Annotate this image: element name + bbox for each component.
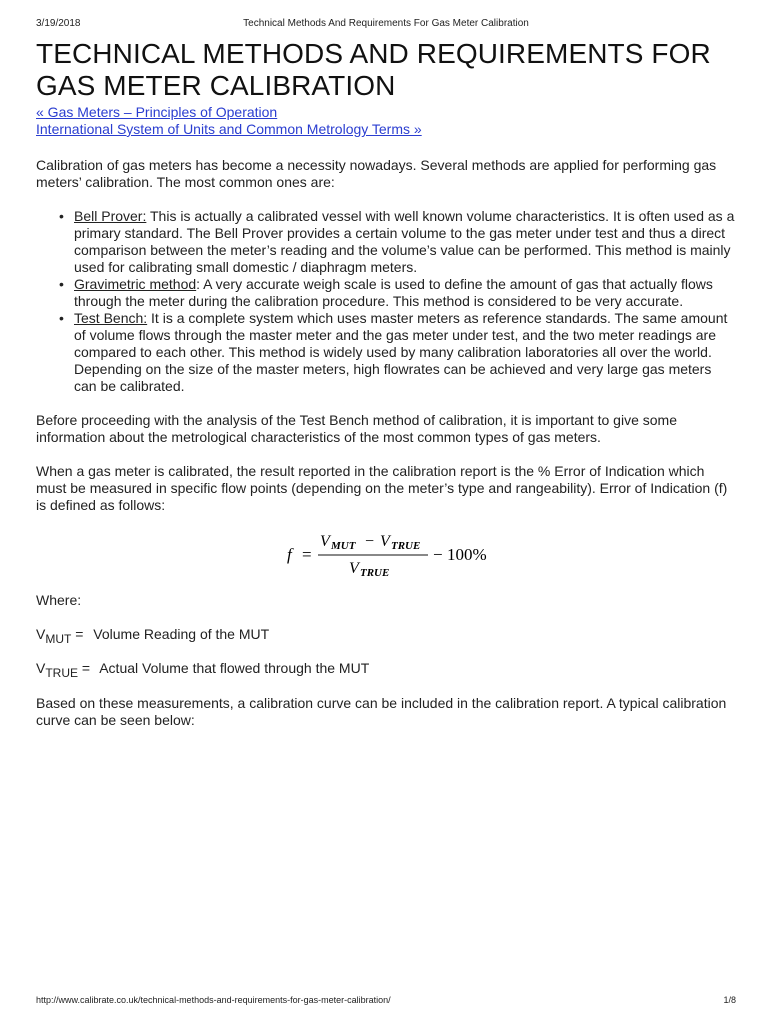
formula-factor: 100% (447, 545, 487, 564)
method-term: Gravimetric method (74, 276, 197, 292)
method-description: This is actually a calibrated vessel with well known volume characteristics. It is often used as a primary standard. The Bell Prover provides a certain volume to the gas meter under test and thus a direct comparison between the meter’s reading and the volume’s value can be performed. This method is mainly used for calibrating small domestic / diaphragm meters. (74, 208, 735, 275)
methods-list (36, 208, 736, 395)
definition-equals: = (71, 626, 84, 642)
page-number: 1/8 (723, 995, 736, 1005)
bullet-icon: • (59, 310, 64, 326)
formula-v-mut: V (320, 533, 330, 550)
formula-minus: − (365, 533, 375, 550)
method-term: Test Bench: (74, 310, 148, 326)
list-item-gravimetric (59, 276, 736, 310)
definition-v-mut (36, 626, 736, 646)
definition-symbol: V (36, 660, 46, 676)
definition-equals: = (78, 660, 91, 676)
formula-equals: = (302, 545, 312, 564)
bullet-icon: • (59, 276, 64, 292)
formula-v-mut-sub: MUT (331, 540, 356, 552)
method-term: Bell Prover: (74, 208, 147, 224)
next-post-link[interactable]: International System of Units and Common Metrology Terms » (36, 121, 422, 137)
print-date: 3/19/2018 (36, 18, 81, 29)
calibration-curve-paragraph: Based on these measurements, a calibration curve can be included in the calibration report. A typical calibration curve can be seen below: (36, 695, 727, 728)
intro-paragraph: Calibration of gas meters has become a necessity nowadays. Several methods are applied for performing gas meters’ calibration. The most common ones are: (36, 157, 717, 190)
formula-v-true: V (380, 533, 390, 550)
print-doc-title: Technical Methods And Requirements For Gas Meter Calibration (243, 18, 529, 29)
print-footer (36, 995, 736, 1007)
formula-times: − (433, 545, 443, 564)
definition-description: Actual Volume that flowed through the MUT (96, 660, 370, 676)
analysis-paragraph: Before proceeding with the analysis of the Test Bench method of calibration, it is important to give some information about the metrological characteristics of the most common types of gas meters. (36, 412, 677, 445)
print-url: http://www.calibrate.co.uk/technical-methods-and-requirements-for-gas-meter-calibration/ (36, 995, 391, 1005)
definition-subscript: MUT (45, 632, 72, 646)
formula-denominator-sub: TRUE (360, 567, 390, 578)
bullet-icon: • (59, 208, 64, 224)
formula-graphic (282, 526, 492, 578)
formula-v-true-sub: TRUE (391, 540, 421, 552)
error-indication-paragraph: When a gas meter is calibrated, the result reported in the calibration report is the % Error of Indication which must be measured in specific flow points (depending on the meter’s type and rangeability). Error of Indication (f) is defined as follows: (36, 463, 728, 513)
method-description: : A very accurate weigh scale is used to define the amount of gas that actually flows through the meter during the calibration procedure. This method is considered to be very accurate. (74, 276, 713, 309)
definition-subscript: TRUE (45, 666, 79, 680)
list-item-bell-prover (59, 208, 736, 276)
list-item-test-bench (59, 310, 736, 395)
definition-description: Volume Reading of the MUT (89, 626, 270, 642)
article-content (36, 38, 736, 729)
print-header (36, 18, 736, 32)
method-description: It is a complete system which uses master meters as reference standards. The same amount of volume flows through the master meter and the gas meter under test, and the two meter readings are compared to each other. This method is widely used by many calibration laboratories all over the world. Depending on the size of the master meters, high flowrates can be achieved and very large gas meters can be calibrated. (74, 310, 728, 394)
previous-post-link[interactable]: « Gas Meters – Principles of Operation (36, 104, 278, 120)
definition-v-true (36, 660, 736, 680)
definition-symbol: V (36, 626, 46, 642)
formula-denominator: V (349, 560, 359, 577)
post-navigation (36, 104, 736, 138)
where-label: Where: (36, 592, 82, 608)
formula-lhs: f (287, 545, 292, 564)
error-formula (36, 526, 736, 578)
page-title: TECHNICAL METHODS AND REQUIREMENTS FOR GAS METER CALIBRATION (36, 38, 711, 101)
